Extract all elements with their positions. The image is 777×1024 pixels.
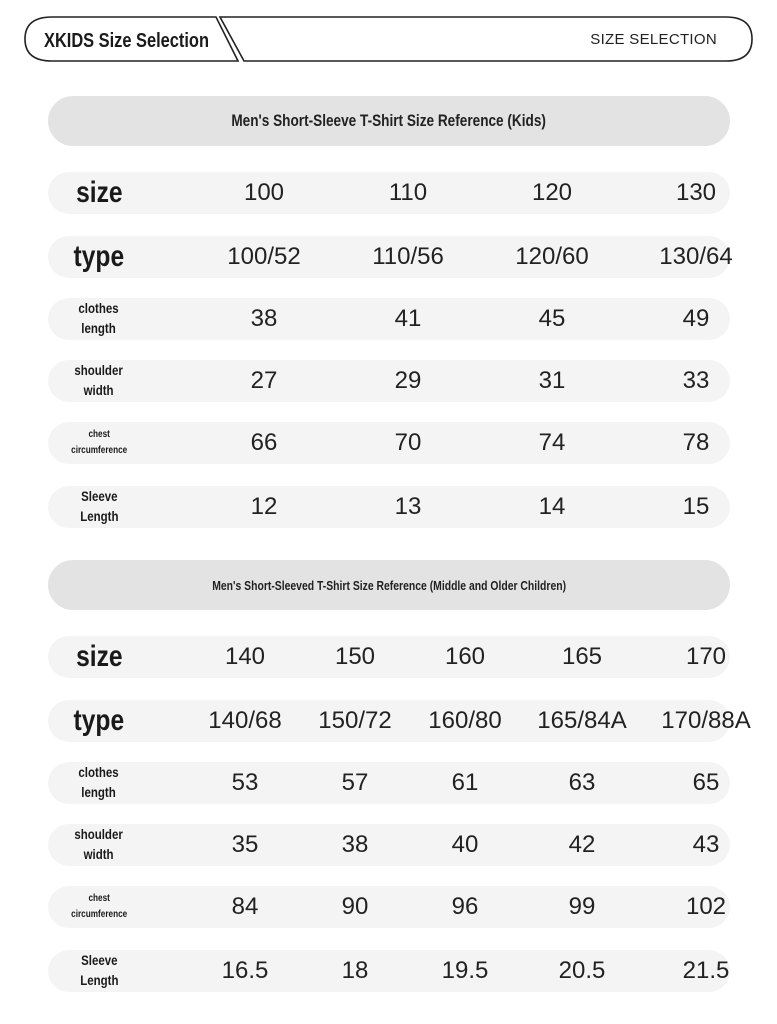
- table-cell: 16.5: [221, 957, 269, 984]
- table-row: [48, 236, 733, 278]
- header: [0, 0, 777, 70]
- brand-subtitle: SIZE SELECTION: [590, 31, 717, 48]
- table-cell: 13: [394, 493, 422, 520]
- section-title-banner: [48, 560, 730, 610]
- table-cell: 120/60: [515, 243, 589, 270]
- table-row: [48, 172, 730, 214]
- table-cell: 70: [394, 429, 422, 456]
- table-cell: 19.5: [441, 957, 489, 984]
- row-label: size: [75, 640, 123, 673]
- table-cell: 160: [444, 643, 486, 670]
- table-cell: 102: [685, 893, 727, 920]
- table-cell: 18: [341, 957, 369, 984]
- section-title: Men's Short-Sleeve T-Shirt Size Reference (Kids): [231, 111, 547, 130]
- table-row: [48, 360, 730, 402]
- table-cell: 140/68: [208, 707, 282, 734]
- table-cell: 170: [685, 643, 727, 670]
- row-label: chest circumference: [70, 429, 128, 456]
- row-label: type: [73, 240, 125, 273]
- table-row: [48, 824, 730, 866]
- table-cell: 20.5: [558, 957, 606, 984]
- table-cell: 57: [341, 769, 369, 796]
- table-cell: 150: [334, 643, 376, 670]
- table-cell: 165/84A: [537, 707, 627, 734]
- row-label: chest circumference: [70, 893, 128, 920]
- table-cell: 29: [394, 367, 422, 394]
- table-row: [48, 700, 751, 742]
- table-row: [48, 298, 730, 340]
- table-cell: 38: [341, 831, 369, 858]
- table-cell: 15: [682, 493, 710, 520]
- table-row: [48, 486, 730, 528]
- table-cell: 130/64: [659, 243, 733, 270]
- table-cell: 110/56: [372, 243, 444, 270]
- table-cell: 100/52: [227, 243, 301, 270]
- row-label: shoulder width: [74, 826, 124, 862]
- table-cell: 21.5: [682, 957, 730, 984]
- table-row: [48, 950, 730, 992]
- table-cell: 40: [451, 831, 479, 858]
- table-cell: 170/88A: [661, 707, 751, 734]
- table-cell: 130: [675, 179, 717, 206]
- brand-title: XKIDS Size Selection: [44, 30, 209, 52]
- table-row: [48, 762, 730, 804]
- table-cell: 14: [538, 493, 566, 520]
- table-cell: 84: [231, 893, 259, 920]
- table-cell: 99: [568, 893, 596, 920]
- table-cell: 27: [250, 367, 278, 394]
- table-cell: 12: [250, 493, 278, 520]
- table-cell: 100: [243, 179, 285, 206]
- table-cell: 78: [682, 429, 710, 456]
- table-cell: 31: [538, 367, 566, 394]
- table-cell: 65: [692, 769, 720, 796]
- table-cell: 43: [692, 831, 720, 858]
- table-cell: 53: [231, 769, 259, 796]
- table-cell: 41: [394, 305, 422, 332]
- table-cell: 96: [451, 893, 479, 920]
- table-row: [48, 636, 730, 678]
- table-cell: 35: [231, 831, 259, 858]
- table-row: [48, 422, 730, 464]
- table-cell: 120: [531, 179, 573, 206]
- row-label: clothes length: [78, 764, 120, 800]
- row-label: clothes length: [78, 300, 120, 336]
- table-cell: 165: [561, 643, 603, 670]
- table-cell: 38: [250, 305, 278, 332]
- section-title-banner: [48, 96, 730, 146]
- row-label: Sleeve Length: [79, 488, 119, 524]
- row-label: type: [73, 704, 125, 737]
- row-label: shoulder width: [74, 362, 124, 398]
- table-cell: 49: [682, 305, 710, 332]
- table-cell: 45: [538, 305, 566, 332]
- table-cell: 74: [538, 429, 566, 456]
- table-cell: 33: [682, 367, 710, 394]
- row-label: Sleeve Length: [79, 952, 119, 988]
- table-cell: 160/80: [428, 707, 502, 734]
- section-title: Men's Short-Sleeved T-Shirt Size Reference (Middle and Older Children): [212, 577, 566, 593]
- table-cell: 61: [451, 769, 479, 796]
- table-cell: 63: [568, 769, 596, 796]
- row-label: size: [75, 176, 123, 209]
- table-row: [48, 886, 730, 928]
- table-cell: 150/72: [318, 707, 392, 734]
- table-cell: 42: [568, 831, 596, 858]
- table-cell: 90: [341, 893, 369, 920]
- table-cell: 140: [224, 643, 266, 670]
- table-cell: 66: [250, 429, 278, 456]
- table-cell: 110: [388, 179, 428, 206]
